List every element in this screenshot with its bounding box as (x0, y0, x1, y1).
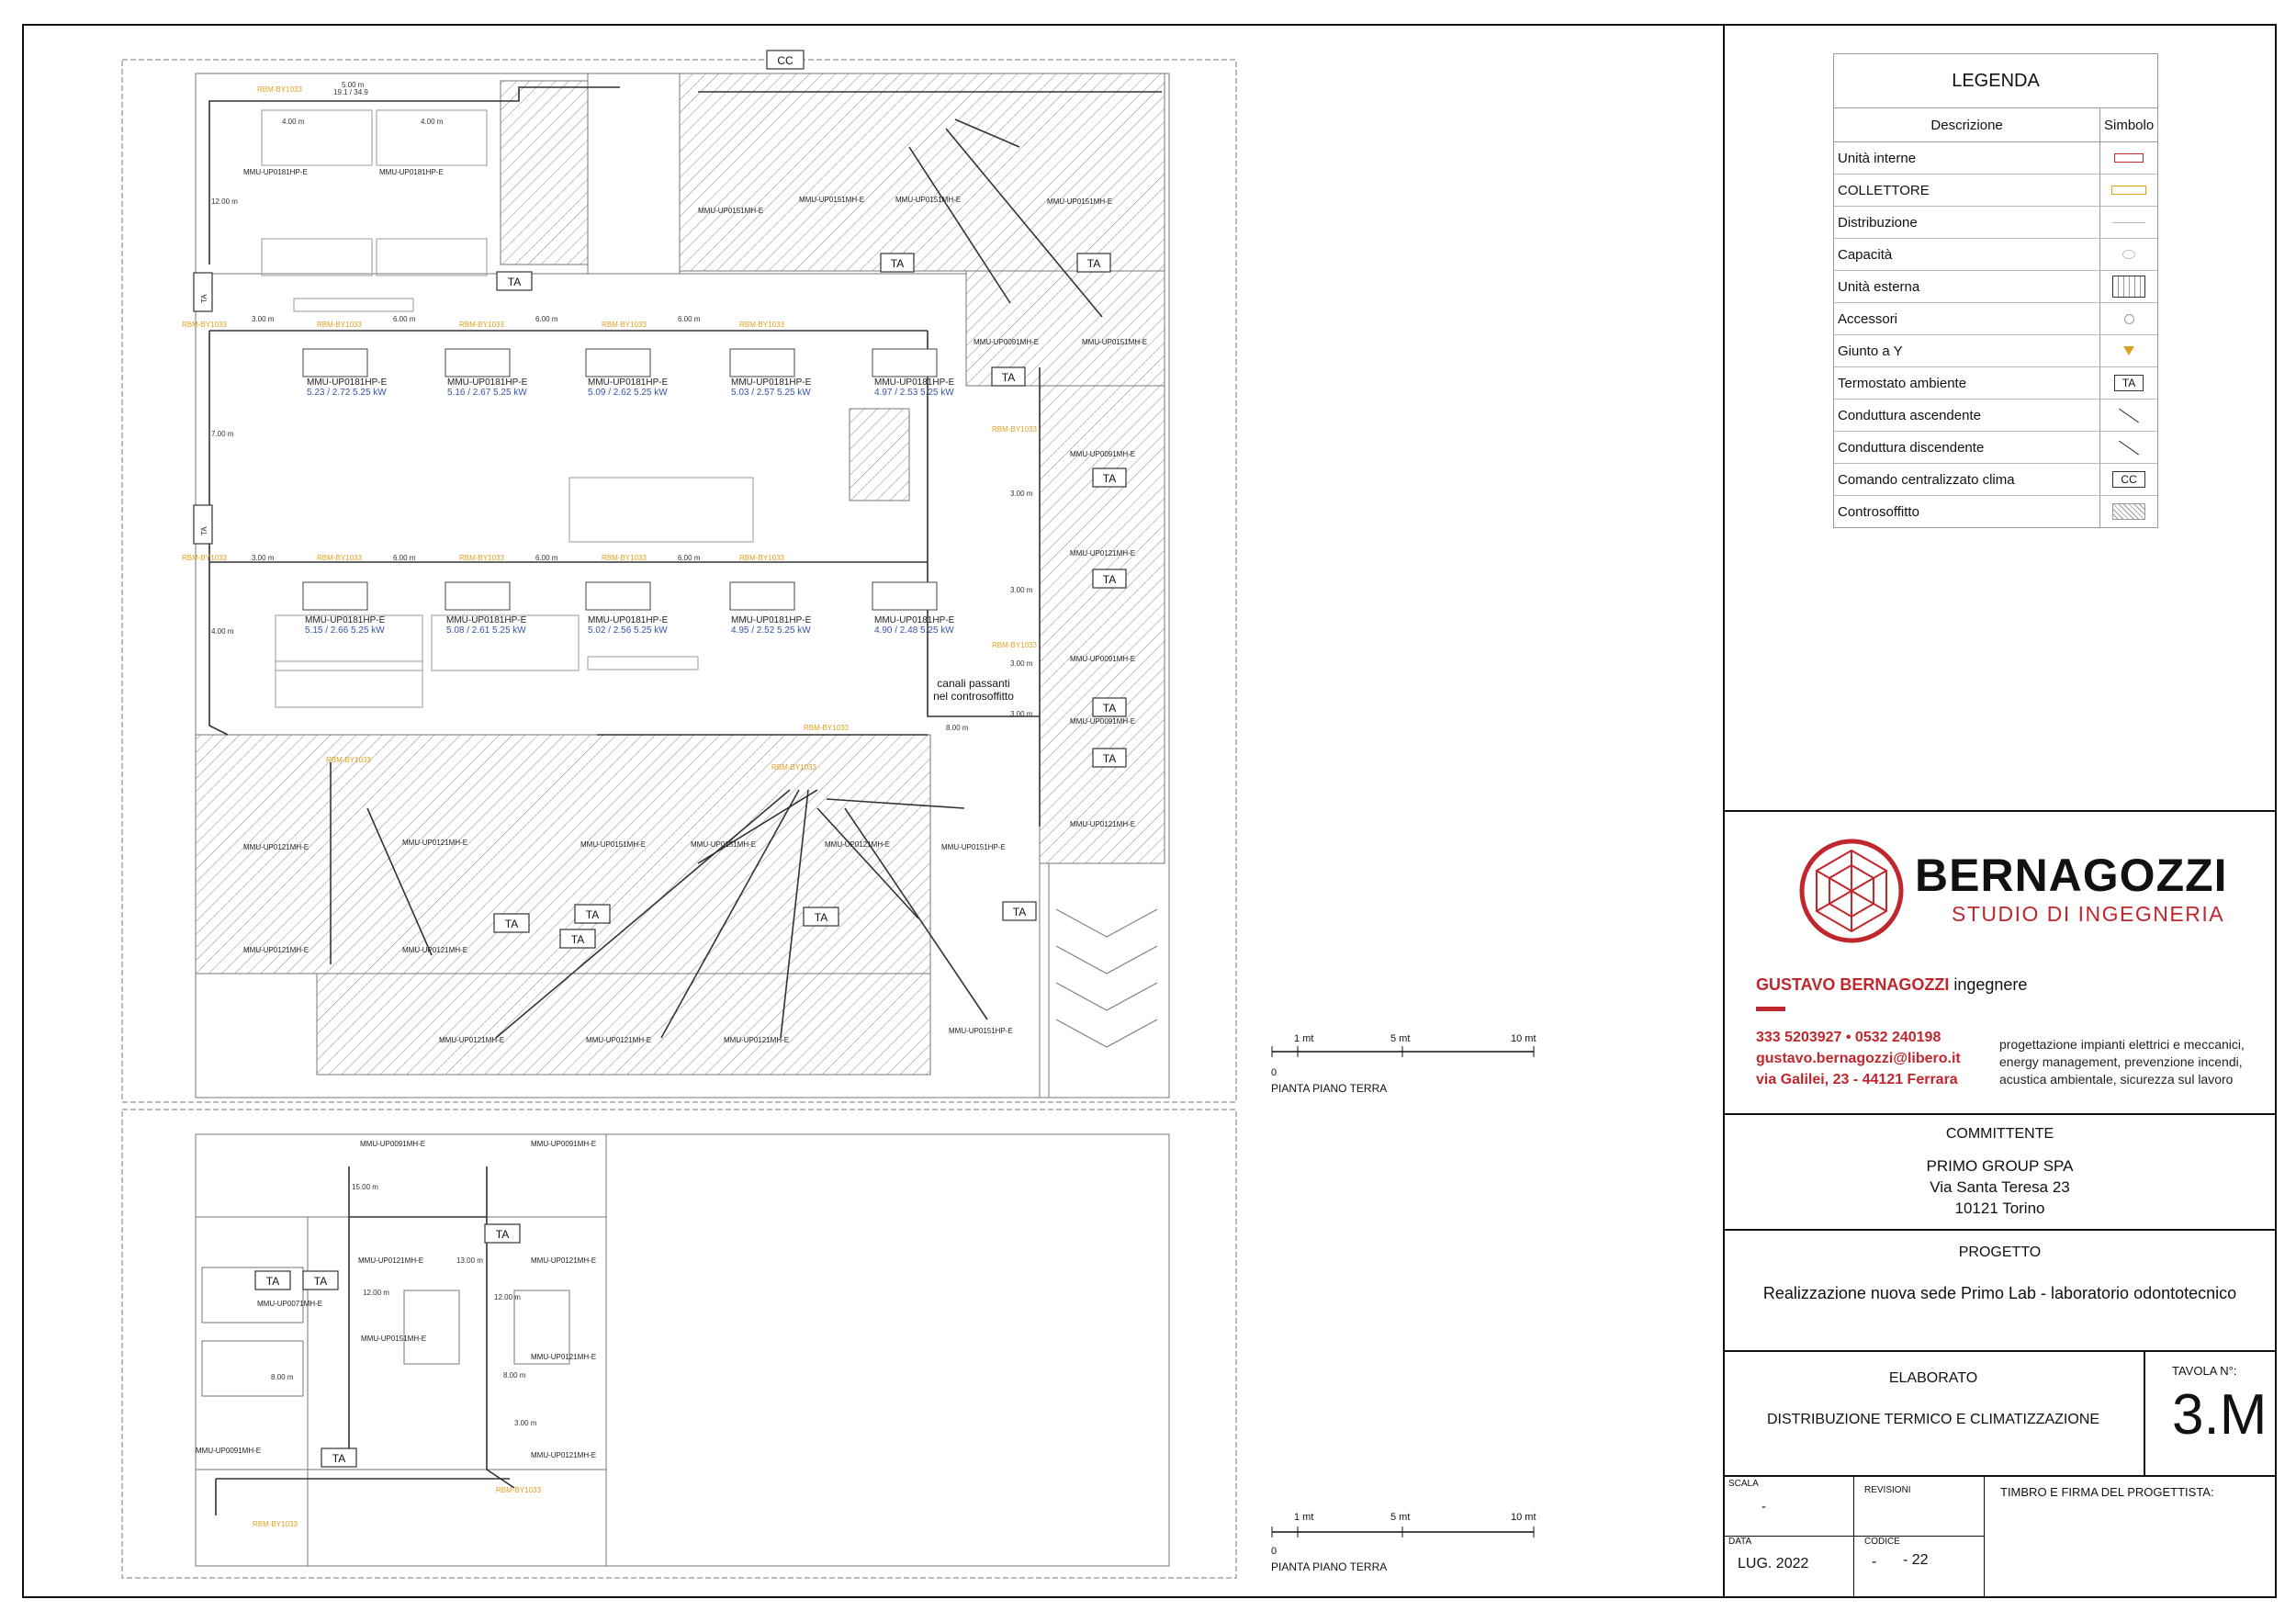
legend-label: Controsoffitto (1838, 503, 1919, 520)
svg-text:3.00 m: 3.00 m (1010, 710, 1033, 718)
elaborato-text: DISTRIBUZIONE TERMICO E CLIMATIZZAZIONE (1766, 1412, 2100, 1427)
svg-text:3.00 m: 3.00 m (514, 1419, 537, 1427)
legend-label: Conduttura ascendente (1838, 407, 1981, 423)
svg-text:TA: TA (1012, 906, 1027, 918)
scale-10mt-lower: 10 mt (1511, 1512, 1536, 1523)
legend-label: Unità interne (1838, 150, 1917, 166)
scale-10mt: 10 mt (1511, 1033, 1536, 1044)
svg-text:MMU-UP0151MH-E: MMU-UP0151MH-E (799, 196, 865, 204)
y-joint-icon (2123, 346, 2134, 355)
tb-divider-v (2144, 1350, 2145, 1475)
scale-zero: 0 (1271, 1067, 1277, 1078)
accent-bar (1756, 1007, 1785, 1011)
thermostat-icon: TA (2114, 375, 2144, 391)
tb-divider-h (1723, 1536, 1984, 1537)
svg-text:MMU-UP0181HP-E: MMU-UP0181HP-E (379, 168, 444, 176)
timbro-label: TIMBRO E FIRMA DEL PROGETTISTA: (2000, 1485, 2214, 1499)
svg-text:RBM-BY1033: RBM-BY1033 (496, 1486, 541, 1494)
brand-subtitle: STUDIO DI INGEGNERIA (1952, 902, 2225, 926)
svg-text:6.00 m: 6.00 m (393, 554, 416, 562)
svg-text:MMU-UP0121MH-E: MMU-UP0121MH-E (1070, 549, 1136, 558)
svg-text:MMU-UP0121MH-E: MMU-UP0121MH-E (243, 946, 310, 954)
svg-text:MMU-UP0071MH-E: MMU-UP0071MH-E (257, 1300, 323, 1308)
svg-text:RBM-BY1033: RBM-BY1033 (804, 724, 849, 732)
svg-text:RBM-BY1033: RBM-BY1033 (992, 641, 1037, 649)
svg-text:3.00 m: 3.00 m (1010, 490, 1033, 498)
svg-text:3.00 m: 3.00 m (1010, 659, 1033, 668)
svg-text:12.00 m: 12.00 m (494, 1293, 521, 1301)
svg-text:MMU-UP0151HP-E: MMU-UP0151HP-E (941, 843, 1006, 851)
svg-text:TA: TA (814, 911, 828, 924)
svg-text:TA: TA (1086, 257, 1101, 270)
engineer-line: GUSTAVO BERNAGOZZI ingegnere (1756, 975, 2028, 994)
brand-name: BERNAGOZZI (1915, 850, 2228, 901)
accessory-icon (2124, 314, 2134, 324)
svg-text:TA: TA (1102, 573, 1117, 586)
scale-1mt-lower: 1 mt (1294, 1512, 1314, 1523)
legend-label: Accessori (1838, 310, 1898, 327)
scala-label: SCALA (1728, 1479, 1759, 1489)
svg-text:6.00 m: 6.00 m (535, 315, 558, 323)
legend-title: LEGENDA (1834, 54, 2157, 108)
svg-text:MMU-UP0151MH-E: MMU-UP0151MH-E (1082, 338, 1148, 346)
svg-text:RBM-BY1033: RBM-BY1033 (771, 763, 816, 772)
svg-text:MMU-UP0151MH-E: MMU-UP0151MH-E (1047, 197, 1113, 206)
svg-text:TA: TA (495, 1228, 510, 1241)
svg-text:MMU-UP0151MH-E: MMU-UP0151MH-E (580, 840, 647, 849)
svg-text:8.00 m: 8.00 m (271, 1373, 294, 1381)
svg-text:RBM-BY1033: RBM-BY1033 (459, 321, 504, 329)
tb-divider (1723, 1113, 2277, 1115)
svg-text:8.00 m: 8.00 m (946, 724, 969, 732)
cc-marker-label: CC (777, 54, 793, 67)
svg-text:MMU-UP0181HP-E: MMU-UP0181HP-E (243, 168, 308, 176)
svg-text:MMU-UP0121MH-E: MMU-UP0121MH-E (531, 1353, 597, 1361)
progetto-heading: PROGETTO (1958, 1245, 2042, 1260)
legend-table (1833, 53, 2158, 528)
svg-text:6.00 m: 6.00 m (678, 554, 701, 562)
svg-text:MMU-UP0121MH-E: MMU-UP0121MH-E (358, 1256, 424, 1265)
legend-label: COLLETTORE (1838, 182, 1930, 198)
unit-label-r2-5: MMU-UP0181HP-E 4.90 / 2.48 5.25 kW (874, 615, 955, 636)
svg-text:TA: TA (332, 1452, 346, 1465)
svg-text:MMU-UP0151MH-E: MMU-UP0151MH-E (691, 840, 757, 849)
svg-text:RBM-BY1033: RBM-BY1033 (326, 756, 371, 764)
unit-label-r2-2: MMU-UP0181HP-E 5.08 / 2.61 5.25 kW (446, 615, 527, 636)
svg-text:MMU-UP0091MH-E: MMU-UP0091MH-E (1070, 655, 1136, 663)
svg-text:MMU-UP0151MH-E: MMU-UP0151MH-E (698, 207, 764, 215)
unit-label-r2-3: MMU-UP0181HP-E 5.02 / 2.56 5.25 kW (588, 615, 669, 636)
svg-text:TA: TA (507, 276, 522, 288)
tavola-label: TAVOLA N°: (2172, 1364, 2237, 1378)
revisioni-label: REVISIONI (1864, 1485, 1911, 1495)
svg-text:3.00 m: 3.00 m (1010, 586, 1033, 594)
collector-icon (2111, 186, 2146, 195)
svg-text:4.00 m: 4.00 m (211, 627, 234, 636)
svg-text:RBM-BY1033: RBM-BY1033 (257, 85, 302, 94)
svg-text:RBM-BY1033: RBM-BY1033 (459, 554, 504, 562)
scale-zero-lower: 0 (1271, 1546, 1277, 1557)
legend-label: Capacità (1838, 246, 1893, 263)
outdoor-unit-icon (2112, 276, 2145, 298)
svg-text:MMU-UP0121MH-E: MMU-UP0121MH-E (1070, 820, 1136, 828)
unit-label-r1-1: MMU-UP0181HP-E 5.23 / 2.72 5.25 kW (307, 377, 388, 398)
svg-text:MMU-UP0091MH-E: MMU-UP0091MH-E (1070, 450, 1136, 458)
svg-text:12.00 m: 12.00 m (363, 1289, 389, 1297)
tb-divider (1723, 1350, 2277, 1352)
svg-text:7.00 m: 7.00 m (211, 430, 234, 438)
svg-text:MMU-UP0121MH-E: MMU-UP0121MH-E (439, 1036, 505, 1044)
data-label: DATA (1728, 1537, 1752, 1547)
false-ceiling-hatch-icon (2112, 503, 2145, 520)
riser-up-icon (2119, 408, 2139, 422)
indoor-unit-icon (2114, 153, 2144, 163)
svg-text:8.00 m: 8.00 m (503, 1371, 526, 1380)
lower-plan (122, 1109, 1236, 1578)
svg-text:TA: TA (265, 1275, 280, 1288)
central-control-icon: CC (2112, 471, 2144, 488)
svg-text:TA: TA (313, 1275, 328, 1288)
riser-down-icon (2119, 440, 2139, 455)
scala-value: - (1761, 1499, 1766, 1515)
capacity-icon (2122, 250, 2135, 259)
unit-label-r1-5: MMU-UP0181HP-E 4.97 / 2.53 5.25 kW (874, 377, 955, 398)
unit-label-r1-4: MMU-UP0181HP-E 5.03 / 2.57 5.25 kW (731, 377, 812, 398)
legend-label: Distribuzione (1838, 214, 1918, 231)
plan-caption-upper: PIANTA PIANO TERRA (1271, 1082, 1388, 1095)
data-value: LUG. 2022 (1738, 1556, 1809, 1571)
legend-label: Comando centralizzato clima (1838, 471, 2015, 488)
scale-5mt: 5 mt (1390, 1033, 1411, 1044)
svg-text:19.1 / 34.9: 19.1 / 34.9 (333, 88, 368, 96)
svg-text:RBM-BY1033: RBM-BY1033 (602, 321, 647, 329)
progetto-text: Realizzazione nuova sede Primo Lab - laboratorio odontotecnico (1762, 1284, 2237, 1302)
svg-text:6.00 m: 6.00 m (678, 315, 701, 323)
svg-text:TA: TA (890, 257, 905, 270)
svg-text:6.00 m: 6.00 m (535, 554, 558, 562)
elaborato-heading: ELABORATO (1888, 1370, 1978, 1386)
svg-text:TA: TA (585, 908, 600, 921)
svg-text:MMU-UP0121MH-E: MMU-UP0121MH-E (402, 946, 468, 954)
committente-block: PRIMO GROUP SPA Via Santa Teresa 23 10121 Torino (1926, 1157, 2074, 1217)
svg-text:MMU-UP0121MH-E: MMU-UP0121MH-E (586, 1036, 652, 1044)
svg-text:MMU-UP0091MH-E: MMU-UP0091MH-E (360, 1140, 426, 1148)
svg-text:RBM-BY1033: RBM-BY1033 (602, 554, 647, 562)
legend-label: Unità esterna (1838, 278, 1920, 295)
svg-text:MMU-UP0091MH-E: MMU-UP0091MH-E (974, 338, 1040, 346)
svg-text:RBM-BY1033: RBM-BY1033 (317, 321, 362, 329)
codice-label: CODICE (1864, 1537, 1900, 1547)
tb-divider (1723, 810, 2277, 812)
committente-heading: COMMITTENTE (1945, 1126, 2054, 1142)
svg-text:3.00 m: 3.00 m (252, 315, 275, 323)
svg-text:3.00 m: 3.00 m (252, 554, 275, 562)
svg-text:RBM-BY1033: RBM-BY1033 (992, 425, 1037, 434)
unit-label-r1-3: MMU-UP0181HP-E 5.09 / 2.62 5.25 kW (588, 377, 669, 398)
legend-col-desc: Descrizione (1930, 117, 2003, 133)
tb-divider (1723, 1475, 2277, 1477)
svg-text:RBM-BY1033: RBM-BY1033 (317, 554, 362, 562)
scale-1mt: 1 mt (1294, 1033, 1314, 1044)
svg-text:TA: TA (1102, 472, 1117, 485)
legend-label: Conduttura discendente (1838, 439, 1985, 456)
legend-label: Giunto a Y (1838, 343, 1903, 359)
svg-text:12.00 m: 12.00 m (211, 197, 238, 206)
svg-text:TA: TA (200, 526, 208, 535)
svg-text:TA: TA (1102, 752, 1117, 765)
svg-text:TA: TA (1001, 371, 1016, 384)
svg-text:MMU-UP0091MH-E: MMU-UP0091MH-E (196, 1447, 262, 1455)
bernagozzi-logo-icon (1798, 838, 1905, 944)
codice-value-a: - (1872, 1554, 1877, 1570)
svg-text:TA: TA (504, 918, 519, 930)
unit-label-r2-1: MMU-UP0181HP-E 5.15 / 2.66 5.25 kW (305, 615, 386, 636)
tb-divider-v (1984, 1475, 1985, 1598)
svg-text:TA: TA (570, 933, 585, 946)
services-block: progettazione impianti elettrici e meccanici, energy management, prevenzione incendi, acustica ambientale, sicurezza sul lavoro (1999, 1037, 2245, 1087)
svg-text:MMU-UP0121MH-E: MMU-UP0121MH-E (243, 843, 310, 851)
svg-text:TA: TA (1102, 702, 1117, 715)
legend-col-sym: Simbolo (2099, 108, 2157, 141)
svg-text:MMU-UP0151MH-E: MMU-UP0151MH-E (895, 196, 962, 204)
svg-text:RBM-BY1033: RBM-BY1033 (182, 321, 227, 329)
svg-text:MMU-UP0091MH-E: MMU-UP0091MH-E (1070, 717, 1136, 726)
scale-5mt-lower: 5 mt (1390, 1512, 1411, 1523)
svg-text:MMU-UP0151MH-E: MMU-UP0151MH-E (361, 1335, 427, 1343)
svg-text:MMU-UP0121MH-E: MMU-UP0121MH-E (531, 1451, 597, 1459)
svg-text:MMU-UP0121MH-E: MMU-UP0121MH-E (825, 840, 891, 849)
svg-text:MMU-UP0151HP-E: MMU-UP0151HP-E (949, 1027, 1013, 1035)
svg-text:15.00 m: 15.00 m (352, 1183, 378, 1191)
svg-text:RBM-BY1033: RBM-BY1033 (253, 1520, 298, 1528)
plan-caption-lower: PIANTA PIANO TERRA (1271, 1560, 1388, 1573)
pipes-note: canali passanti nel controsoffitto (933, 677, 1014, 703)
svg-text:6.00 m: 6.00 m (393, 315, 416, 323)
svg-text:4.00 m: 4.00 m (421, 118, 444, 126)
unit-label-r2-4: MMU-UP0181HP-E 4.95 / 2.52 5.25 kW (731, 615, 812, 636)
tb-divider-v (1853, 1475, 1854, 1598)
svg-text:RBM-BY1033: RBM-BY1033 (182, 554, 227, 562)
distribution-line-icon (2112, 222, 2145, 223)
svg-text:MMU-UP0121MH-E: MMU-UP0121MH-E (531, 1256, 597, 1265)
codice-value-b: - 22 (1903, 1552, 1929, 1568)
svg-text:5.00 m: 5.00 m (342, 81, 365, 89)
svg-text:TA: TA (200, 294, 208, 303)
svg-text:13.00 m: 13.00 m (456, 1256, 483, 1265)
legend-label: Termostato ambiente (1838, 375, 1967, 391)
svg-text:MMU-UP0091MH-E: MMU-UP0091MH-E (531, 1140, 597, 1148)
tb-divider (1723, 1229, 2277, 1231)
svg-text:MMU-UP0121MH-E: MMU-UP0121MH-E (724, 1036, 790, 1044)
svg-text:MMU-UP0121MH-E: MMU-UP0121MH-E (402, 839, 468, 847)
unit-label-r1-2: MMU-UP0181HP-E 5.16 / 2.67 5.25 kW (447, 377, 528, 398)
tavola-number: 3.M (2172, 1383, 2268, 1447)
contact-block: 333 5203927 • 0532 240198 gustavo.bernagozzi@libero.it via Galilei, 23 - 44121 Ferrara (1756, 1030, 1961, 1087)
svg-text:RBM-BY1033: RBM-BY1033 (739, 321, 784, 329)
svg-text:RBM-BY1033: RBM-BY1033 (739, 554, 784, 562)
svg-text:4.00 m: 4.00 m (282, 118, 305, 126)
